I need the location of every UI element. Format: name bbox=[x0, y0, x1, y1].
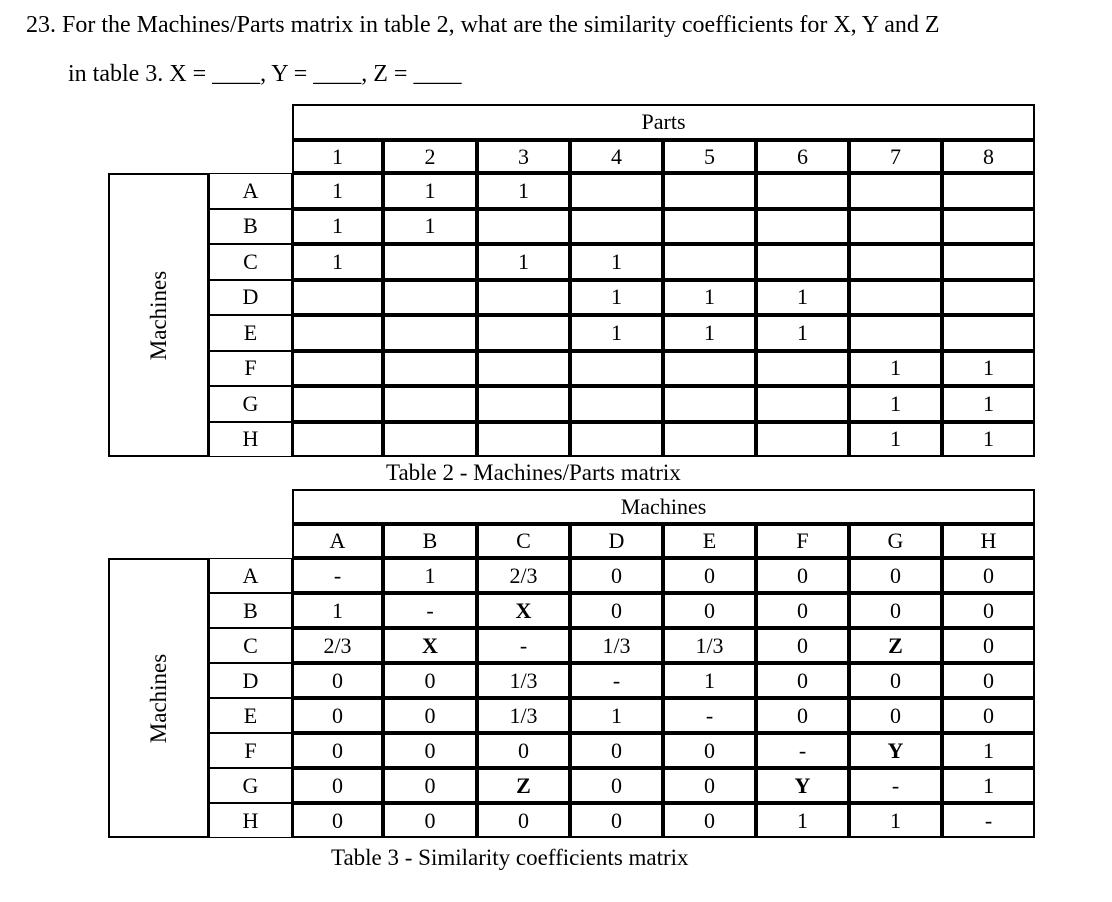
column-head: 5 bbox=[663, 140, 756, 173]
matrix-cell bbox=[663, 244, 756, 280]
matrix-cell: 0 bbox=[292, 663, 383, 698]
matrix-cell: - bbox=[849, 768, 942, 803]
row-head: E bbox=[209, 315, 292, 351]
matrix-cell: 0 bbox=[477, 733, 570, 768]
matrix-cell: 1 bbox=[570, 698, 663, 733]
matrix-cell bbox=[477, 209, 570, 245]
column-head: 3 bbox=[477, 140, 570, 173]
matrix-cell bbox=[570, 351, 663, 387]
side-box bbox=[108, 558, 209, 838]
matrix-cell: 0 bbox=[477, 803, 570, 838]
matrix-cell bbox=[383, 315, 477, 351]
matrix-cell: 0 bbox=[756, 663, 849, 698]
matrix-cell: 1 bbox=[383, 209, 477, 245]
matrix-cell: 1 bbox=[756, 280, 849, 316]
row-head: D bbox=[209, 663, 292, 698]
matrix-cell: 1 bbox=[942, 733, 1035, 768]
matrix-cell: 0 bbox=[383, 803, 477, 838]
matrix-cell: 1 bbox=[383, 558, 477, 593]
matrix-cell: 1 bbox=[849, 351, 942, 387]
matrix-cell bbox=[383, 280, 477, 316]
matrix-cell: 0 bbox=[570, 803, 663, 838]
matrix-cell: 0 bbox=[292, 768, 383, 803]
column-head: D bbox=[570, 524, 663, 558]
matrix-cell: 0 bbox=[383, 768, 477, 803]
matrix-cell bbox=[756, 422, 849, 458]
matrix-cell: 1 bbox=[756, 803, 849, 838]
matrix-cell: 1 bbox=[477, 244, 570, 280]
matrix-cell bbox=[570, 422, 663, 458]
matrix-cell: 1/3 bbox=[477, 663, 570, 698]
row-head: E bbox=[209, 698, 292, 733]
matrix-cell: - bbox=[292, 558, 383, 593]
column-head: E bbox=[663, 524, 756, 558]
matrix-cell bbox=[383, 422, 477, 458]
side-box bbox=[108, 173, 209, 457]
matrix-cell: 0 bbox=[292, 733, 383, 768]
matrix-cell: 0 bbox=[942, 593, 1035, 628]
matrix-cell: 0 bbox=[383, 663, 477, 698]
matrix-cell: 2/3 bbox=[477, 558, 570, 593]
matrix-cell bbox=[477, 315, 570, 351]
side-label: Machines bbox=[145, 653, 171, 743]
unknown-coefficient-cell: Y bbox=[756, 768, 849, 803]
matrix-cell: 1 bbox=[292, 209, 383, 245]
matrix-cell bbox=[383, 386, 477, 422]
matrix-cell bbox=[292, 315, 383, 351]
matrix-cell bbox=[849, 315, 942, 351]
matrix-cell: 0 bbox=[663, 558, 756, 593]
matrix-cell bbox=[756, 173, 849, 209]
matrix-cell bbox=[756, 244, 849, 280]
matrix-cell bbox=[942, 209, 1035, 245]
matrix-cell: 0 bbox=[756, 628, 849, 663]
matrix-cell bbox=[942, 280, 1035, 316]
row-head: C bbox=[209, 244, 292, 280]
matrix-cell bbox=[663, 173, 756, 209]
row-head: H bbox=[209, 803, 292, 838]
matrix-cell bbox=[849, 173, 942, 209]
column-head: 4 bbox=[570, 140, 663, 173]
matrix-cell bbox=[756, 386, 849, 422]
unknown-coefficient-cell: Z bbox=[849, 628, 942, 663]
matrix-cell bbox=[663, 386, 756, 422]
matrix-cell: 1/3 bbox=[570, 628, 663, 663]
matrix-cell bbox=[756, 209, 849, 245]
matrix-cell: 0 bbox=[663, 733, 756, 768]
matrix-cell: 1 bbox=[292, 244, 383, 280]
matrix-cell: 1 bbox=[942, 768, 1035, 803]
matrix-cell: 1 bbox=[942, 351, 1035, 387]
matrix-cell: 1 bbox=[756, 315, 849, 351]
matrix-cell bbox=[383, 244, 477, 280]
matrix-cell bbox=[756, 351, 849, 387]
matrix-cell bbox=[663, 351, 756, 387]
matrix-cell: 1/3 bbox=[663, 628, 756, 663]
matrix-cell: 0 bbox=[663, 768, 756, 803]
matrix-cell: 1 bbox=[663, 663, 756, 698]
unknown-coefficient-cell: Y bbox=[849, 733, 942, 768]
row-head: H bbox=[209, 422, 292, 458]
matrix-cell: 1 bbox=[942, 422, 1035, 458]
matrix-cell: 0 bbox=[663, 803, 756, 838]
matrix-cell: 0 bbox=[942, 698, 1035, 733]
column-head: 1 bbox=[292, 140, 383, 173]
matrix-cell: 1 bbox=[663, 280, 756, 316]
row-head: F bbox=[209, 733, 292, 768]
matrix-cell: 0 bbox=[942, 558, 1035, 593]
matrix-cell bbox=[942, 173, 1035, 209]
matrix-cell: - bbox=[663, 698, 756, 733]
matrix-cell: 0 bbox=[570, 768, 663, 803]
matrix-cell: 0 bbox=[756, 558, 849, 593]
matrix-cell: 1 bbox=[292, 173, 383, 209]
matrix-cell: 1 bbox=[942, 386, 1035, 422]
row-head: A bbox=[209, 173, 292, 209]
row-head: B bbox=[209, 209, 292, 245]
matrix-cell bbox=[570, 173, 663, 209]
matrix-cell: 1 bbox=[663, 315, 756, 351]
matrix-cell: 0 bbox=[849, 663, 942, 698]
column-head: B bbox=[383, 524, 477, 558]
row-head: D bbox=[209, 280, 292, 316]
matrix-cell bbox=[383, 351, 477, 387]
matrix-cell: 0 bbox=[570, 558, 663, 593]
row-head: B bbox=[209, 593, 292, 628]
matrix-cell bbox=[477, 422, 570, 458]
matrix-cell bbox=[292, 386, 383, 422]
matrix-cell: 0 bbox=[292, 803, 383, 838]
column-head: 7 bbox=[849, 140, 942, 173]
table-caption: Table 3 - Similarity coefficients matrix bbox=[331, 845, 689, 870]
row-head: C bbox=[209, 628, 292, 663]
matrix-cell bbox=[477, 386, 570, 422]
matrix-cell: 0 bbox=[756, 698, 849, 733]
column-head: 8 bbox=[942, 140, 1035, 173]
row-head: F bbox=[209, 351, 292, 387]
row-head: G bbox=[209, 386, 292, 422]
column-head: C bbox=[477, 524, 570, 558]
matrix-cell bbox=[477, 280, 570, 316]
matrix-cell: 1 bbox=[570, 244, 663, 280]
unknown-coefficient-cell: Z bbox=[477, 768, 570, 803]
column-head: H bbox=[942, 524, 1035, 558]
matrix-cell: - bbox=[383, 593, 477, 628]
matrix-cell bbox=[292, 351, 383, 387]
matrix-cell bbox=[849, 280, 942, 316]
matrix-cell: - bbox=[756, 733, 849, 768]
matrix-cell: 0 bbox=[942, 628, 1035, 663]
table-caption: Table 2 - Machines/Parts matrix bbox=[386, 460, 681, 485]
matrix-cell bbox=[292, 280, 383, 316]
matrix-cell: 1/3 bbox=[477, 698, 570, 733]
column-head: A bbox=[292, 524, 383, 558]
matrix-cell: - bbox=[942, 803, 1035, 838]
matrix-cell bbox=[663, 209, 756, 245]
matrix-cell bbox=[292, 422, 383, 458]
matrix-cell: - bbox=[477, 628, 570, 663]
matrix-cell: 0 bbox=[663, 593, 756, 628]
matrix-cell: 0 bbox=[849, 698, 942, 733]
matrix-cell: 0 bbox=[570, 733, 663, 768]
matrix-cell bbox=[570, 209, 663, 245]
matrix-cell: 0 bbox=[383, 698, 477, 733]
column-head: 6 bbox=[756, 140, 849, 173]
side-label: Machines bbox=[145, 270, 171, 360]
table-header: Machines bbox=[292, 489, 1035, 524]
matrix-cell: 1 bbox=[383, 173, 477, 209]
matrix-cell: 0 bbox=[942, 663, 1035, 698]
matrix-cell: 1 bbox=[849, 386, 942, 422]
matrix-cell: 1 bbox=[570, 280, 663, 316]
matrix-cell: 0 bbox=[570, 593, 663, 628]
matrix-cell bbox=[570, 386, 663, 422]
column-head: F bbox=[756, 524, 849, 558]
matrix-cell: 1 bbox=[477, 173, 570, 209]
unknown-coefficient-cell: X bbox=[383, 628, 477, 663]
column-head: 2 bbox=[383, 140, 477, 173]
row-head: A bbox=[209, 558, 292, 593]
matrix-cell: 0 bbox=[383, 733, 477, 768]
table-header: Parts bbox=[292, 104, 1035, 140]
column-head: G bbox=[849, 524, 942, 558]
matrix-cell: 1 bbox=[849, 422, 942, 458]
matrix-cell: 0 bbox=[292, 698, 383, 733]
question-line-2: in table 3. X = ____, Y = ____, Z = ____ bbox=[68, 61, 462, 87]
matrix-cell: 0 bbox=[756, 593, 849, 628]
matrix-cell bbox=[849, 209, 942, 245]
matrix-cell bbox=[849, 244, 942, 280]
matrix-cell: 1 bbox=[292, 593, 383, 628]
row-head: G bbox=[209, 768, 292, 803]
matrix-cell bbox=[942, 244, 1035, 280]
matrix-cell: 1 bbox=[570, 315, 663, 351]
unknown-coefficient-cell: X bbox=[477, 593, 570, 628]
matrix-cell: 0 bbox=[849, 593, 942, 628]
matrix-cell bbox=[942, 315, 1035, 351]
matrix-cell: - bbox=[570, 663, 663, 698]
matrix-cell: 1 bbox=[849, 803, 942, 838]
question-line-1: 23. For the Machines/Parts matrix in table 2, what are the similarity coefficients for X, Y and Z bbox=[26, 12, 940, 38]
matrix-cell: 2/3 bbox=[292, 628, 383, 663]
matrix-cell bbox=[663, 422, 756, 458]
matrix-cell bbox=[477, 351, 570, 387]
matrix-cell: 0 bbox=[849, 558, 942, 593]
